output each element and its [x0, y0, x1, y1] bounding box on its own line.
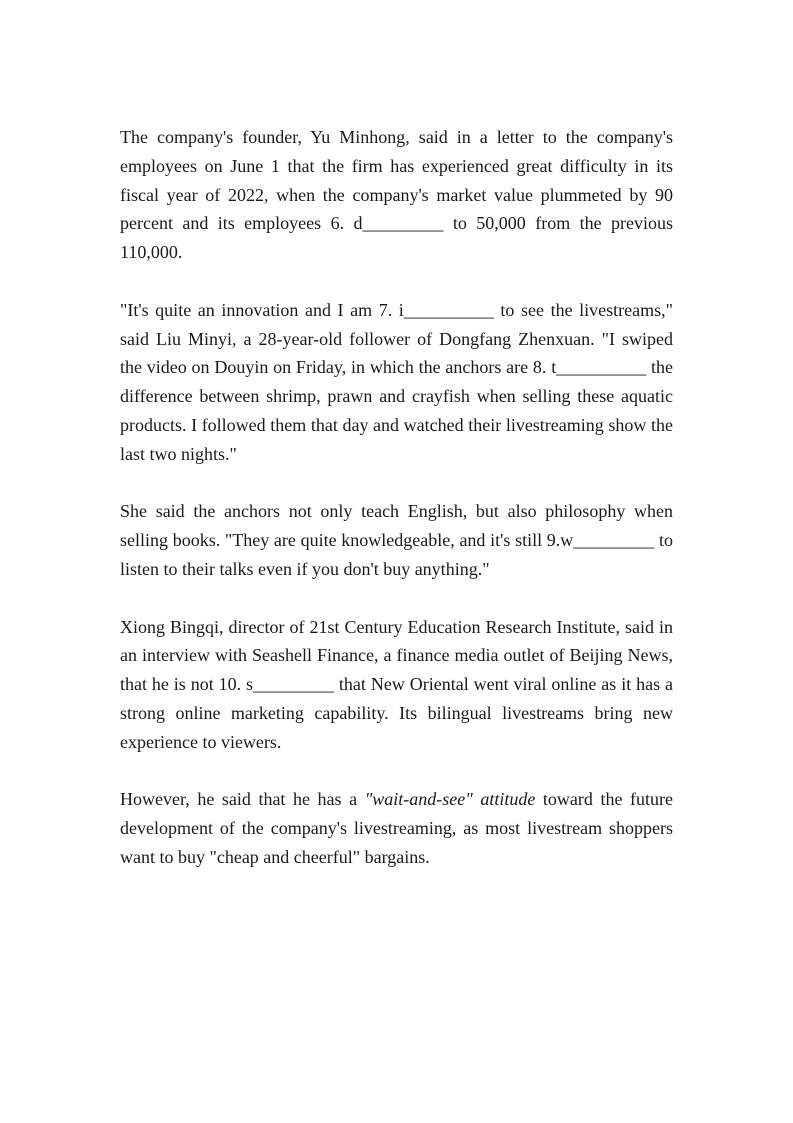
paragraph-founder-letter: The company's founder, Yu Minhong, said in a letter to the company's employees on June 1 that the firm has experienced great difficulty in its fiscal year of 2022, when the company's market value plummeted by 90 percent and its employees 6. d_________ to 50,000 from the previous 110,000. — [120, 127, 673, 263]
paragraph-wait-and-see — [120, 785, 673, 871]
wait-and-see-lead-text: However, he said that he has a — [120, 789, 365, 810]
wait-and-see-italic-phrase: "wait-and-see" attitude — [364, 789, 536, 810]
document-body — [120, 123, 673, 901]
wait-and-see-trailing-text: toward the future development of the company's livestreaming, as most livestream shoppers want to buy "cheap and cheerful" bargains. — [120, 789, 674, 867]
paragraph-liu-minyi-quote: "It's quite an innovation and I am 7. i__________ to see the livestreams," said Liu Minyi, a 28-year-old follower of Dongfang Zhenxuan. "I swiped the video on Douyin on Friday, in which the anchors are 8. t__________ the difference between shrimp, prawn and crayfish when selling these aquatic products. I followed them that day and watched their livestreaming show the last two nights." — [120, 299, 673, 464]
paragraph-xiong-bingqi: Xiong Bingqi, director of 21st Century Education Research Institute, said in an interview with Seashell Finance, a finance media outlet of Beijing News, that he is not 10. s_________ that New Oriental went viral online as it has a strong online marketing capability. Its bilingual livestreams bring new experience to viewers. — [120, 616, 673, 752]
paragraph-anchors-teaching: She said the anchors not only teach English, but also philosophy when selling books. "They are quite knowledgeable, and it's still 9.w_________ to listen to their talks even if you don't buy anything." — [120, 501, 673, 579]
